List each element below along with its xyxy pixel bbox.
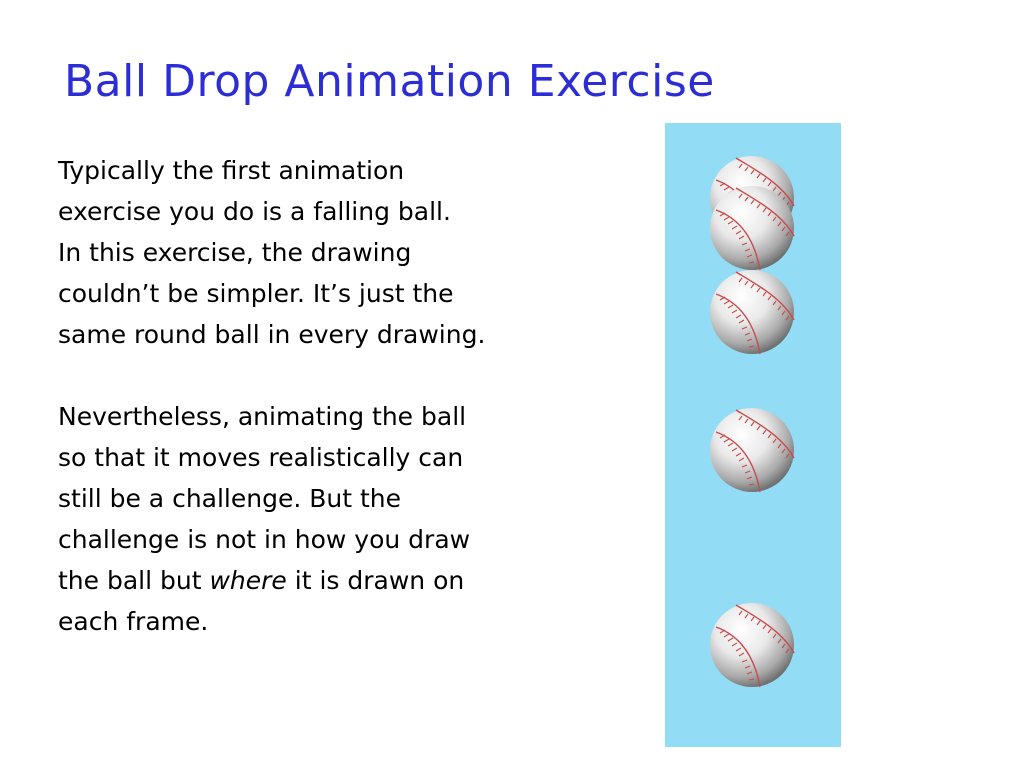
- text-fragment: it is drawn on: [286, 566, 465, 595]
- baseball-icon: [708, 406, 796, 494]
- ball-drop-panel: [665, 123, 841, 747]
- text-line: each frame.: [58, 607, 209, 636]
- paragraph-challenge: [58, 396, 598, 642]
- text-line: Nevertheless, animating the ball: [58, 402, 467, 431]
- paragraph-intro: [58, 150, 598, 355]
- text-line: Typically the first animation: [58, 156, 405, 185]
- text-line: still be a challenge. But the: [58, 484, 402, 513]
- text-line: [58, 560, 598, 601]
- text-line: exercise you do is a falling ball.: [58, 197, 451, 226]
- baseball-icon: [708, 184, 796, 272]
- body-text: [58, 150, 598, 642]
- text-fragment: the ball but: [58, 566, 210, 595]
- text-line: so that it moves realistically can: [58, 443, 464, 472]
- text-line: In this exercise, the drawing: [58, 238, 412, 267]
- baseball-icon: [708, 601, 796, 689]
- text-line: challenge is not in how you draw: [58, 525, 471, 554]
- text-line: same round ball in every drawing.: [58, 320, 486, 349]
- baseball-icon: [708, 268, 796, 356]
- slide-title: Ball Drop Animation Exercise: [64, 56, 715, 107]
- text-line: couldn’t be simpler. It’s just the: [58, 279, 454, 308]
- emphasis-where: where: [209, 566, 287, 595]
